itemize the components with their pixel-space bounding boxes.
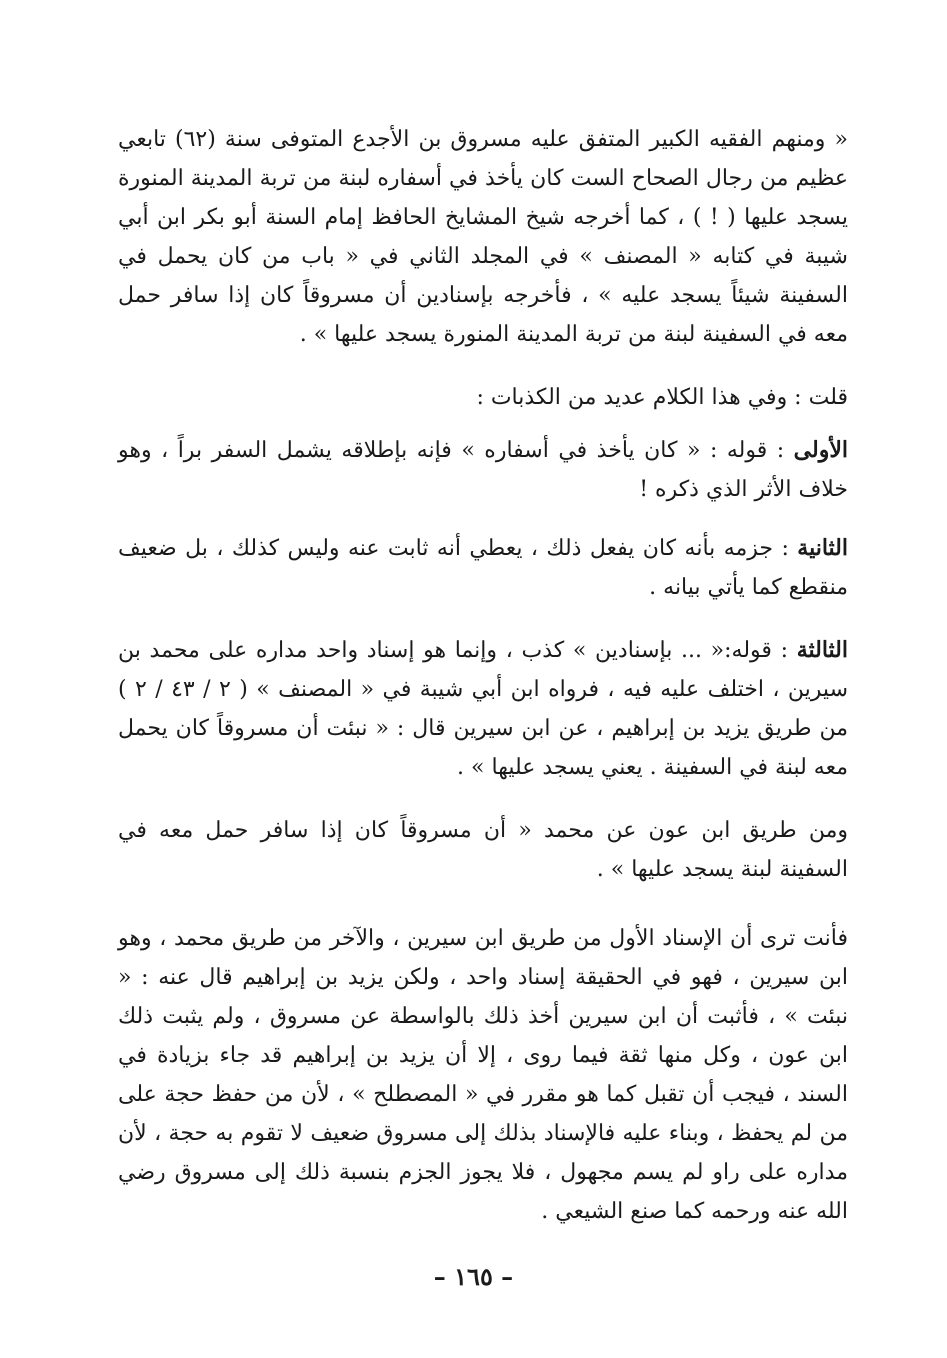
paragraph-text: فأنت ترى أن الإسناد الأول من طريق ابن سيرين ، والآخر من طريق محمد ، وهو ابن سيرين ، فهو في الحقيقة إسناد واحد ، ولكن يزيد بن إبراهيم قال عنه : « نبئت » ، فأثبت أن ابن سيرين أخذ ذلك بالواسطة عن مسروق ، ولم يثبت ذلك ابن عون ، وكل منها ثقة فيما روى ، إلا أن يزيد بن إبراهيم قد جاء بزيادة في السند ، فيجب أن تقبل كما هو مقرر في « المصطلح » ، لأن من حفظ حجة على من لم يحفظ ، وبناء عليه فالإسناد بذلك إلى مسروق ضعيف لا تقوم به حجة ، لأن مداره على راو لم يسم مجهول ، فلا يجوز الجزم بنسبة ذلك إلى مسروق رضي الله عنه ورحمه كما صنع الشيعي . — [118, 926, 848, 1224]
page-number: – ١٦٥ – — [433, 1262, 514, 1291]
paragraph-label: الأولى — [793, 437, 848, 463]
paragraph-text: : قوله:« ... بإسنادين » كذب ، وإنما هو إسناد واحد مداره على محمد بن سيرين ، اختلف عليه فيه ، فرواه ابن أبي شيبة في « المصنف » ( ٢ / ٤٣ / ٢ ) من طريق يزيد بن إبراهيم ، عن ابن سيرين قال : « نبئت أن مسروقاً كان يحمل معه لبنة في السفينة . يعني يسجد عليها » . — [118, 638, 849, 780]
paragraph-second — [118, 529, 848, 607]
paragraph-text: : قوله : « كان يأخذ في أسفاره » فإنه بإطلاقه يشمل السفر براً ، وهو خلاف الأثر الذي ذكره ! — [118, 438, 848, 502]
paragraph-text: : جزمه بأنه كان يفعل ذلك ، يعطي أنه ثابت عنه وليس كذلك ، بل ضعيف منقطع كما يأتي بيانه . — [118, 536, 848, 600]
paragraph-ibn-awn — [118, 811, 848, 889]
paragraph-label: الثانية — [797, 535, 848, 561]
paragraph-conclusion — [118, 919, 848, 1231]
paragraph-intro — [118, 378, 848, 417]
paragraph-text: قلت : وفي هذا الكلام عديد من الكذبات : — [476, 385, 848, 410]
paragraph-quote — [118, 120, 848, 354]
paragraph-label: الثالثة — [796, 637, 848, 663]
paragraph-first — [118, 431, 848, 509]
paragraph-text: « ومنهم الفقيه الكبير المتفق عليه مسروق بن الأجدع المتوفى سنة (٦٢) تابعي عظيم من رجال الصحاح الست كان يأخذ في أسفاره لبنة من تربة المدينة المنورة يسجد عليها ( ! ) ، كما أخرجه شيخ المشايخ الحافظ إمام السنة أبو بكر ابن أبي شيبة في كتابه « المصنف » في المجلد الثاني في « باب من كان يحمل في السفينة شيئاً يسجد عليه » ، فأخرجه بإسنادين أن مسروقاً كان إذا سافر حمل معه في السفينة لبنة من تربة المدينة المنورة يسجد عليها » . — [118, 127, 848, 347]
page-body — [118, 120, 848, 1231]
paragraph-third — [118, 631, 848, 787]
paragraph-text: ومن طريق ابن عون عن محمد « أن مسروقاً كان إذا سافر حمل معه في السفينة لبنة يسجد عليها » . — [118, 818, 848, 882]
